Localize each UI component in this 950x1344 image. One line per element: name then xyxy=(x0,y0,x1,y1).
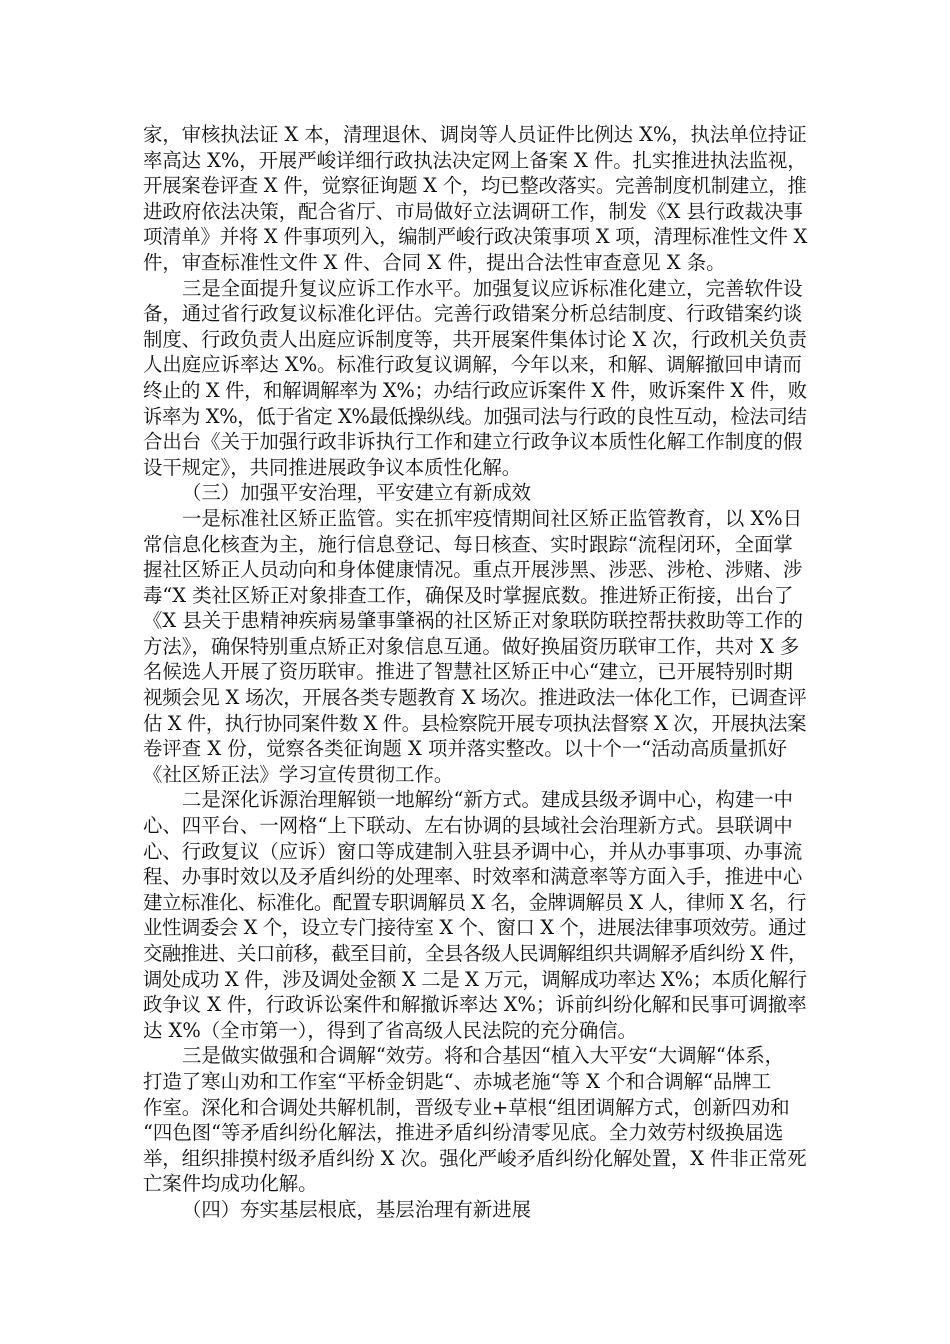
section-heading: （四）夯实基层根底，基层治理有新进展 xyxy=(182,1197,532,1221)
text-line: 卷评查 X 份，觉察各类征询题 X 项并落实整改。以十个一“活动高质量抓好 xyxy=(143,737,787,761)
paragraph-first-line: 三是做实做强和合调解“效劳。将和合基因“植入大平安“大调解“体系， xyxy=(182,1044,784,1068)
text-line: “四色图“等矛盾纠纷化解法，推进矛盾纠纷清零见底。全力效劳村级换届选 xyxy=(143,1121,784,1145)
text-line: 制度、行政负责人出庭应诉制度等，共开展案件集体讨论 X 次，行政机关负责 xyxy=(143,327,807,351)
text-line: 家，审核执法证 X 本，清理退休、调岗等人员证件比例达 X%，执法单位持证 xyxy=(143,123,807,146)
text-line: 调处成功 X 件，涉及调处金额 X 二是 X 万元，调解成功率达 X%；本质化解行 xyxy=(143,967,807,991)
text-line: 率高达 X%，开展严峻详细行政执法决定网上备案 X 件。扎实推进执法监视， xyxy=(143,148,807,172)
text-line: 打造了寒山劝和工作室“平桥金钥匙“、赤城老施“等 X 个和合调解“品牌工 xyxy=(143,1069,772,1093)
text-line: 毒“X 类社区矫正对象排查工作，确保及时掌握底数。推进矫正衔接，出台了 xyxy=(143,583,794,607)
text-line: 合出台《关于加强行政非诉执行工作和建立行政争议本质性化解工作制度的假 xyxy=(143,430,803,454)
text-line: 心、行政复议（应诉）窗口等成建制入驻县矛调中心，并从办事事项、办事流 xyxy=(143,839,803,863)
text-line: 举，组织排摸村级矛盾纠纷 X 次。强化严峻矛盾纠纷化解处置，X 件非正常死 xyxy=(143,1146,807,1170)
text-line: 亡案件均成功化解。 xyxy=(143,1172,318,1196)
text-line: 方法》，确保特别重点矫正对象信息互通。做好换届资历联审工作，共对 X 多 xyxy=(143,634,800,658)
text-line: 常信息化核查为主，施行信息登记、每日核查、实时跟踪“流程闭环，全面掌 xyxy=(143,532,793,556)
text-line: 业性调委会 X 个，设立专门接待室 X 个、窗口 X 个，进展法律事项效劳。通过 xyxy=(143,916,807,940)
text-line: 建立标准化、标准化。配置专职调解员 X 名，金牌调解员 X 人，律师 X 名，行 xyxy=(143,890,807,914)
text-line: 视频会见 X 场次，开展各类专题教育 X 场次。推进政法一体化工作，已调查评 xyxy=(143,686,807,710)
paragraph-first-line: 二是深化诉源治理解锁一地解纷“新方式。建成县级矛调中心，构建一中 xyxy=(182,788,794,812)
paragraph-first-line: 一是标准社区矫正监管。实在抓牢疫情期间社区矫正监管教育，以 X%日 xyxy=(182,506,803,530)
text-line: 握社区矫正人员动向和身体健康情况。重点开展涉黑、涉恶、涉枪、涉赌、涉 xyxy=(143,558,803,582)
text-line: 《X 县关于患精神疾病易肇事肇祸的社区矫正对象联防联控帮扶救助等工作的 xyxy=(143,609,803,633)
text-line: 人出庭应诉率达 X%。标准行政复议调解，今年以来，和解、调解撤回申请而 xyxy=(143,353,802,377)
text-line: 政争议 X 件，行政诉讼案件和解撤诉率达 X%；诉前纠纷化解和民事可调撤率 xyxy=(143,993,807,1017)
text-line: 估 X 件，执行协同案件数 X 件。县检察院开展专项执法督察 X 次，开展执法案 xyxy=(143,711,807,735)
text-line: 开展案卷评查 X 件，觉察征询题 X 个，均已整改落实。完善制度机制建立，推 xyxy=(143,174,807,198)
text-line: 件，审查标准性文件 X 件、合同 X 件，提出合法性审查意见 X 条。 xyxy=(143,250,726,274)
paragraph-first-line: 三是全面提升复议应诉工作水平。加强复议应诉标准化建立，完善软件设 xyxy=(182,276,803,300)
text-line: 心、四平台、一网格“上下联动、左右协调的县域社会治理新方式。县联调中 xyxy=(143,814,793,838)
text-line: 达 X%（全市第一），得到了省高级人民法院的充分确信。 xyxy=(143,1018,638,1042)
text-line: 《社区矫正法》学习宣传贯彻工作。 xyxy=(143,762,454,786)
text-line: 进政府依法决策，配合省厅、市局做好立法调研工作，制发《X 县行政裁决事 xyxy=(143,199,803,223)
document-body xyxy=(143,122,807,1223)
text-line: 设干规定》，共同推进展政争议本质性化解。 xyxy=(143,455,522,479)
text-line: 终止的 X 件，和解调解率为 X%；办结行政应诉案件 X 件，败诉案件 X 件，败 xyxy=(143,378,807,402)
text-line: 作室。深化和合调处共解机制，晋级专业+草根“组团调解方式，创新四劝和 xyxy=(143,1095,790,1119)
text-line: 诉率为 X%，低于省定 X%最低操纵线。加强司法与行政的良性互动，检法司结 xyxy=(143,404,807,428)
text-line: 交融推进、关口前移，截至目前，全县各级人民调解组织共调解矛盾纠纷 X 件， xyxy=(143,942,807,965)
text-line: 名候选人开展了资历联审。推进了智慧社区矫正中心“建立，已开展特别时期 xyxy=(143,660,793,684)
text-line: 项清单》并将 X 件事项列入，编制严峻行政决策事项 X 项，清理标准性文件 X xyxy=(143,225,808,249)
section-heading: （三）加强平安治理，平安建立有新成效 xyxy=(182,481,532,505)
text-line: 备，通过省行政复议标准化评估。完善行政错案分析总结制度、行政错案约谈 xyxy=(143,302,803,326)
text-line: 程、办事时效以及矛盾纠纷的处理率、时效率和满意率等方面入手，推进中心 xyxy=(143,865,803,889)
